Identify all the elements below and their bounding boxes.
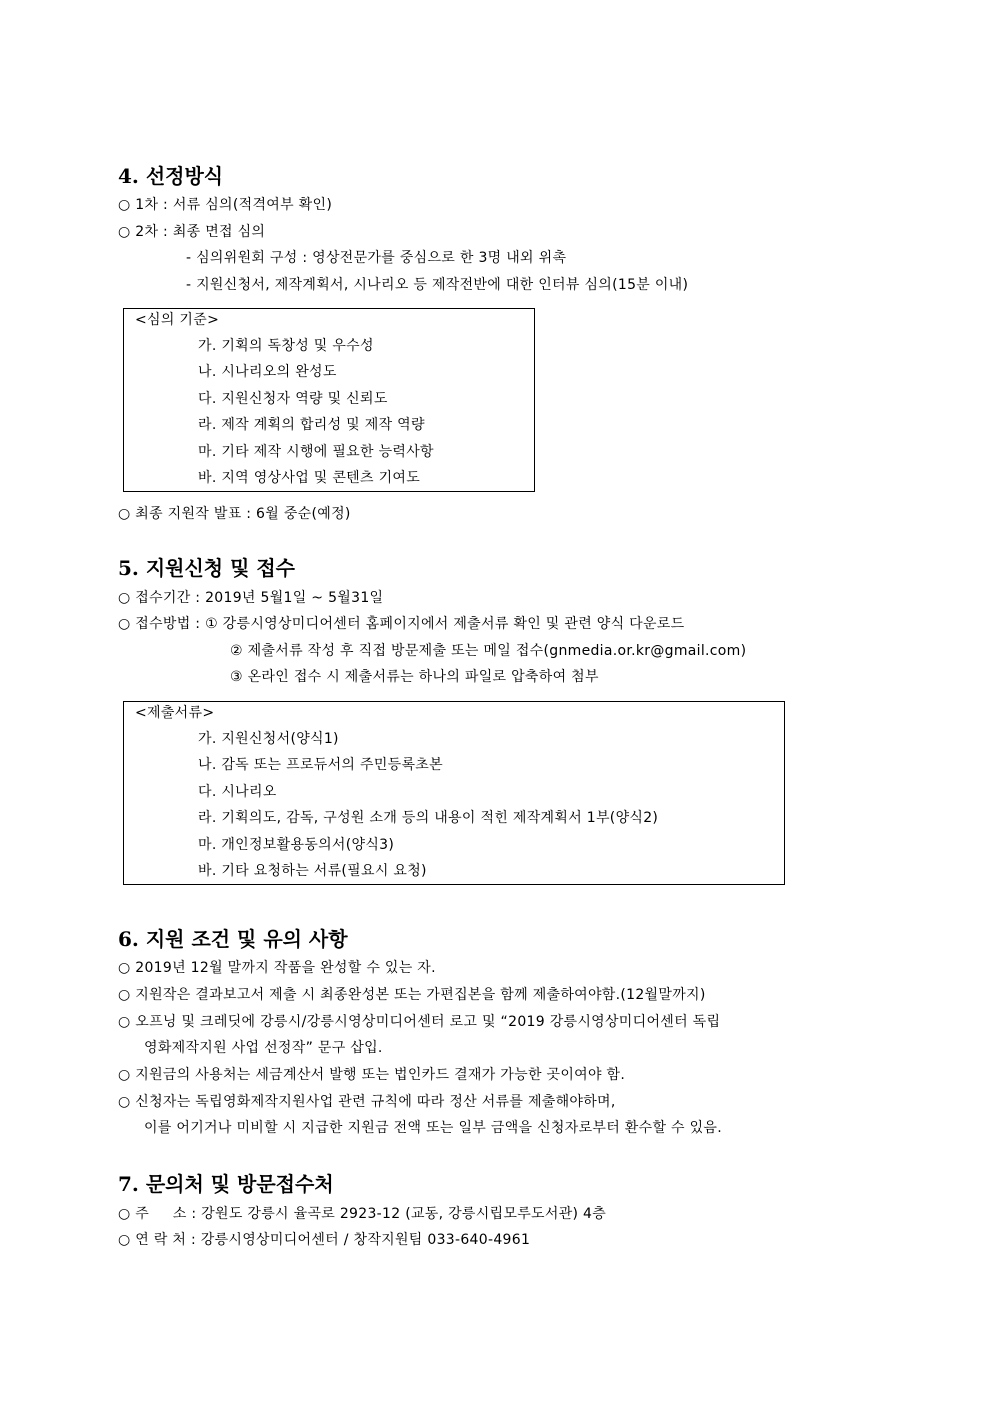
document-item: 마. 개인정보활용동의서(양식3) — [198, 837, 395, 853]
s5-line-4: ③ 온라인 접수 시 제출서류는 하나의 파일로 압축하여 첨부 — [230, 669, 599, 685]
document-item: 다. 시나리오 — [198, 784, 277, 800]
criteria-item: 가. 기획의 독창성 및 우수성 — [198, 338, 374, 354]
document-item: 라. 기획의도, 감독, 구성원 소개 등의 내용이 적힌 제작계획서 1부(양식2) — [198, 810, 659, 826]
s6-line-2: ○ 지원작은 결과보고서 제출 시 최종완성본 또는 가편집본을 함께 제출하여야함.(12월말까지) — [118, 987, 706, 1003]
section-6-title: 6. 지원 조건 및 유의 사항 — [118, 927, 348, 951]
s4-line-5: ○ 최종 지원작 발표 : 6월 중순(예정) — [118, 506, 351, 522]
s6-line-3-cont: 영화제작지원 사업 선정작” 문구 삽입. — [144, 1040, 383, 1056]
document-item: 나. 감독 또는 프로듀서의 주민등록초본 — [198, 757, 443, 773]
s4-line-3: - 심의위원회 구성 : 영상전문가를 중심으로 한 3명 내외 위촉 — [186, 250, 567, 266]
s5-line-3: ② 제출서류 작성 후 직접 방문제출 또는 메일 접수(gnmedia.or.kr@gmail.com) — [230, 643, 747, 659]
s7-contact-line: ○ 연 락 처 : 강릉시영상미디어센터 / 창작지원팀 033-640-4961 — [118, 1232, 531, 1248]
s5-line-2: ○ 접수방법 : ① 강릉시영상미디어센터 홈페이지에서 제출서류 확인 및 관련 양식 다운로드 — [118, 616, 685, 632]
s6-line-1: ○ 2019년 12월 말까지 작품을 완성할 수 있는 자. — [118, 960, 436, 976]
criteria-item: 다. 지원신청자 역량 및 신뢰도 — [198, 391, 388, 407]
s6-line-4: ○ 지원금의 사용처는 세금계산서 발행 또는 법인카드 결재가 가능한 곳이여야 함. — [118, 1067, 626, 1083]
section-7-title: 7. 문의처 및 방문접수처 — [118, 1172, 334, 1196]
s4-line-2: ○ 2차 : 최종 면접 심의 — [118, 224, 266, 240]
criteria-box-title: <심의 기준> — [135, 312, 220, 328]
document-item: 가. 지원신청서(양식1) — [198, 731, 339, 747]
s6-line-5-cont: 이를 어기거나 미비할 시 지급한 지원금 전액 또는 일부 금액을 신청자로부터 환수할 수 있음. — [144, 1120, 722, 1136]
criteria-item: 라. 제작 계획의 합리성 및 제작 역량 — [198, 417, 425, 433]
s4-line-1: ○ 1차 : 서류 심의(적격여부 확인) — [118, 197, 333, 213]
section-4-title: 4. 선정방식 — [118, 164, 224, 188]
s4-line-4: - 지원신청서, 제작계획서, 시나리오 등 제작전반에 대한 인터뷰 심의(15분 이내) — [186, 277, 689, 293]
s6-line-5: ○ 신청자는 독립영화제작지원사업 관련 규칙에 따라 정산 서류를 제출해야하며, — [118, 1094, 616, 1110]
section-5-title: 5. 지원신청 및 접수 — [118, 556, 296, 580]
criteria-item: 나. 시나리오의 완성도 — [198, 364, 337, 380]
document-item: 바. 기타 요청하는 서류(필요시 요청) — [198, 863, 427, 879]
s5-line-1: ○ 접수기간 : 2019년 5월1일 ~ 5월31일 — [118, 590, 384, 606]
criteria-item: 바. 지역 영상사업 및 콘텐츠 기여도 — [198, 470, 421, 486]
s7-address-line: ○ 주 소 : 강원도 강릉시 율곡로 2923-12 (교동, 강릉시립모루도서관) 4층 — [118, 1206, 607, 1222]
s6-line-3: ○ 오프닝 및 크레딧에 강릉시/강릉시영상미디어센터 로고 및 “2019 강릉시영상미디어센터 독립 — [118, 1014, 721, 1030]
documents-box-title: <제출서류> — [135, 705, 215, 721]
criteria-item: 마. 기타 제작 시행에 필요한 능력사항 — [198, 444, 434, 460]
